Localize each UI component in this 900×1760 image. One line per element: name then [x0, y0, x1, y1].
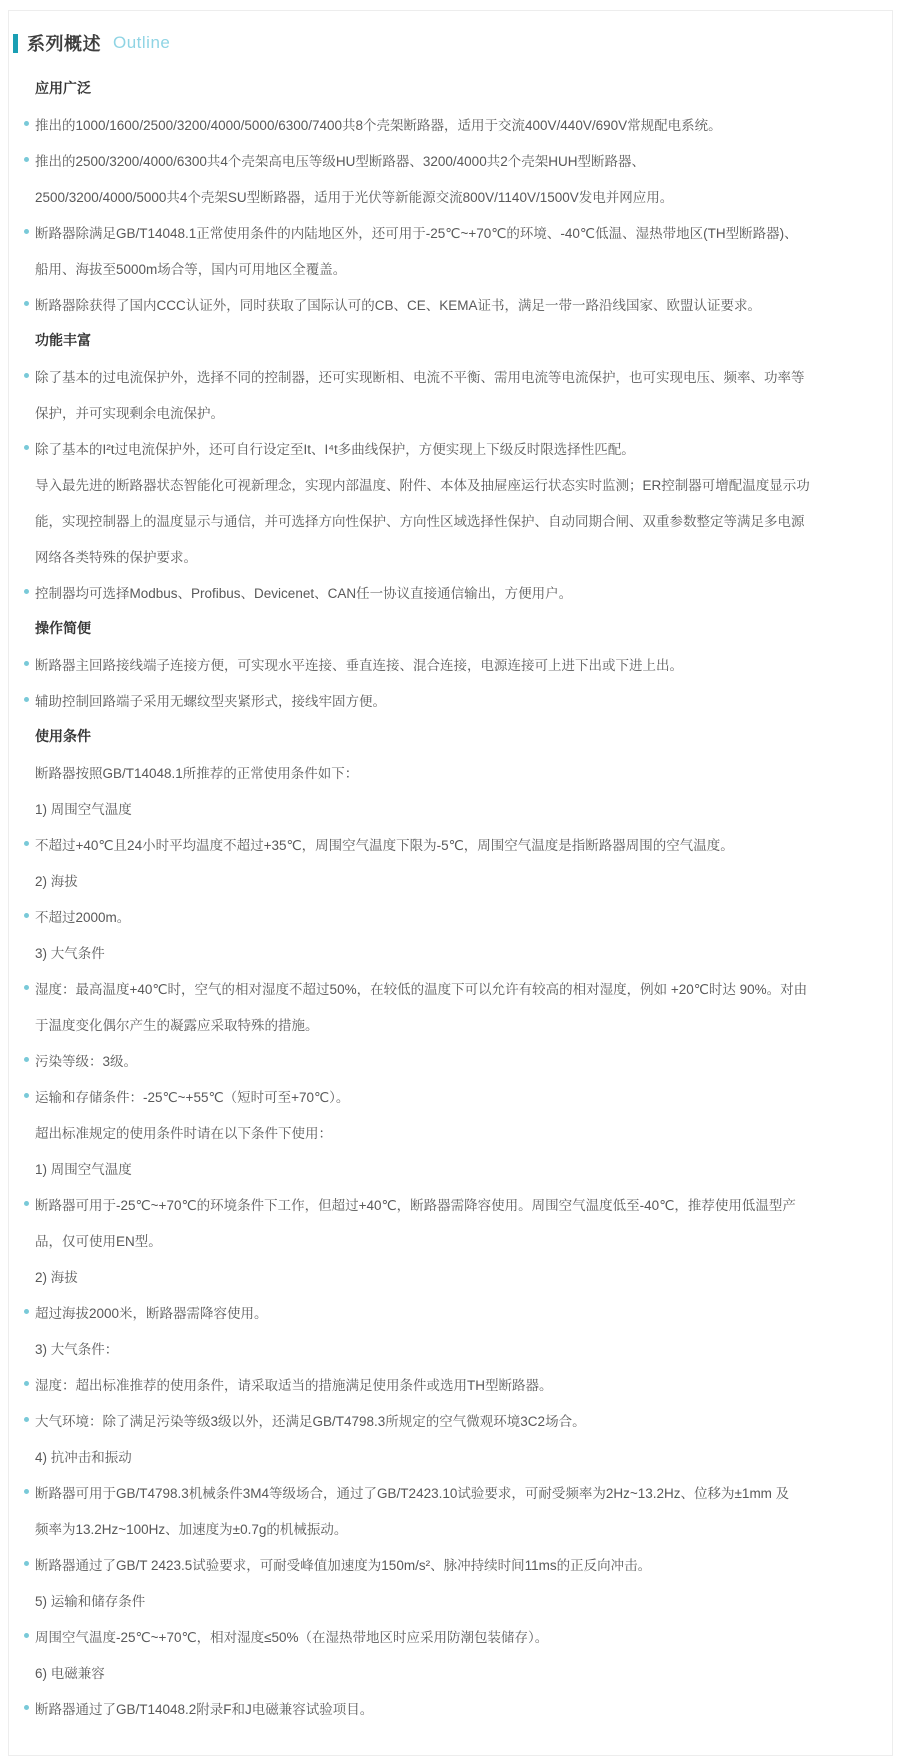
bullet-icon: [24, 1561, 29, 1566]
line-text: 周围空气温度-25℃~+70℃，相对湿度≤50%（在湿热带地区时应采用防潮包装储存）。: [35, 1630, 549, 1645]
bullet-line: [13, 574, 900, 610]
bullet-icon: [24, 913, 29, 918]
line-text: 超出标准规定的使用条件时请在以下条件下使用：: [35, 1126, 332, 1141]
bullet-icon: [24, 1057, 29, 1062]
text-line: [13, 754, 900, 790]
bullet-line: [13, 646, 900, 682]
line-text: 应用广泛: [35, 80, 91, 96]
line-text: 断路器除获得了国内CCC认证外，同时获取了国际认可的CB、CE、KEMA证书，满足一带一路沿线国家、欧盟认证要求。: [35, 298, 762, 313]
bullet-line: [13, 1618, 900, 1654]
bullet-icon: [24, 661, 29, 666]
bullet-line: [13, 1078, 900, 1114]
text-line: [13, 1006, 900, 1042]
line-text: 船用、海拔至5000m场合等，国内可用地区全覆盖。: [35, 262, 347, 277]
line-text: 湿度：超出标准推荐的使用条件，请采取适当的措施满足使用条件或选用TH型断路器。: [35, 1378, 553, 1393]
line-text: 断路器通过了GB/T14048.2附录F和J电磁兼容试验项目。: [35, 1702, 374, 1717]
section-heading: [13, 322, 900, 358]
line-text: 品，仅可使用EN型。: [35, 1234, 162, 1249]
section-heading: [13, 610, 900, 646]
line-text: 污染等级：3级。: [35, 1054, 138, 1069]
line-text: 超过海拔2000米，断路器需降容使用。: [35, 1306, 268, 1321]
text-line: [13, 1114, 900, 1150]
bullet-icon: [24, 985, 29, 990]
text-line: [13, 1150, 900, 1186]
bullet-line: [13, 1366, 900, 1402]
bullet-line: [13, 214, 900, 250]
bullet-icon: [24, 841, 29, 846]
bullet-line: [13, 1042, 900, 1078]
line-text: 断路器可用于-25℃~+70℃的环境条件下工作，但超过+40℃，断路器需降容使用。周围空气温度低至-40℃，推荐使用低温型产: [35, 1198, 796, 1213]
section-heading: [13, 718, 900, 754]
bullet-icon: [24, 1489, 29, 1494]
accent-bar-icon: [13, 34, 18, 53]
bullet-line: [13, 1186, 900, 1222]
bullet-line: [13, 826, 900, 862]
bullet-line: [13, 142, 900, 178]
line-text: 断路器除满足GB/T14048.1正常使用条件的内陆地区外，还可用于-25℃~+70℃的环境、-40℃低温、湿热带地区(TH型断路器)、: [35, 226, 798, 241]
text-line: [13, 1330, 900, 1366]
bullet-line: [13, 358, 900, 394]
line-text: 3) 大气条件：: [35, 1342, 119, 1357]
bullet-line: [13, 1546, 900, 1582]
line-text: 1) 周围空气温度: [35, 802, 132, 817]
bullet-icon: [24, 301, 29, 306]
page-title-en: Outline: [113, 33, 171, 52]
line-text: 推出的1000/1600/2500/3200/4000/5000/6300/7400共8个壳架断路器，适用于交流400V/440V/690V常规配电系统。: [35, 118, 722, 133]
line-text: 1) 周围空气温度: [35, 1162, 132, 1177]
line-text: 除了基本的I²t过电流保护外，还可自行设定至It、I⁴t多曲线保护，方便实现上下级反时限选择性匹配。: [35, 442, 635, 457]
line-text: 不超过+40℃且24小时平均温度不超过+35℃，周围空气温度下限为-5℃，周围空气温度是指断路器周围的空气温度。: [35, 838, 734, 853]
text-line: [13, 1654, 900, 1690]
line-text: 能，实现控制器上的温度显示与通信，并可选择方向性保护、方向性区域选择性保护、自动同期合闸、双重参数整定等满足多电源: [35, 514, 805, 529]
line-text: 运输和存储条件：-25℃~+55℃（短时可至+70℃）。: [35, 1090, 350, 1105]
bullet-icon: [24, 697, 29, 702]
bullet-line: [13, 430, 900, 466]
line-text: 断路器通过了GB/T 2423.5试验要求，可耐受峰值加速度为150m/s²、脉冲持续时间11ms的正反向冲击。: [35, 1558, 652, 1573]
bullet-icon: [24, 445, 29, 450]
bullet-line: [13, 898, 900, 934]
text-line: [13, 790, 900, 826]
bullet-icon: [24, 1705, 29, 1710]
line-text: 操作简便: [35, 620, 91, 636]
bullet-icon: [24, 589, 29, 594]
line-text: 断路器可用于GB/T4798.3机械条件3M4等级场合，通过了GB/T2423.10试验要求，可耐受频率为2Hz~13.2Hz、位移为±1mm 及: [35, 1486, 790, 1501]
line-text: 大气环境：除了满足污染等级3级以外，还满足GB/T4798.3所规定的空气微观环境3C2场合。: [35, 1414, 586, 1429]
bullet-line: [13, 1402, 900, 1438]
line-text: 控制器均可选择Modbus、Profibus、Devicenet、CAN任一协议直接通信输出，方便用户。: [35, 586, 573, 601]
line-text: 不超过2000m。: [35, 910, 131, 925]
bullet-line: [13, 682, 900, 718]
text-line: [13, 466, 900, 502]
line-text: 2) 海拔: [35, 1270, 78, 1285]
line-text: 导入最先进的断路器状态智能化可视新理念，实现内部温度、附件、本体及抽屉座运行状态实时监测；ER控制器可增配温度显示功: [35, 478, 810, 493]
line-text: 推出的2500/3200/4000/6300共4个壳架高电压等级HU型断路器、3200/4000共2个壳架HUH型断路器、: [35, 154, 645, 169]
line-text: 断路器按照GB/T14048.1所推荐的正常使用条件如下：: [35, 766, 359, 781]
line-text: 6) 电磁兼容: [35, 1666, 105, 1681]
text-line: [13, 1258, 900, 1294]
line-text: 使用条件: [35, 728, 91, 744]
line-text: 2) 海拔: [35, 874, 78, 889]
bullet-line: [13, 1690, 900, 1726]
bullet-icon: [24, 157, 29, 162]
text-line: [13, 1582, 900, 1618]
line-text: 网络各类特殊的保护要求。: [35, 550, 197, 565]
section-heading: [13, 70, 900, 106]
text-line: [13, 538, 900, 574]
line-text: 4) 抗冲击和振动: [35, 1450, 132, 1465]
text-line: [13, 178, 900, 214]
bullet-icon: [24, 373, 29, 378]
text-line: [13, 862, 900, 898]
page-title: [13, 30, 900, 56]
line-text: 于温度变化偶尔产生的凝露应采取特殊的措施。: [35, 1018, 319, 1033]
bullet-line: [13, 970, 900, 1006]
bullet-icon: [24, 1417, 29, 1422]
text-line: [13, 394, 900, 430]
text-line: [13, 502, 900, 538]
line-text: 湿度：最高温度+40℃时，空气的相对湿度不超过50%，在较低的温度下可以允许有较高的相对湿度，例如 +20℃时达 90%。对由: [35, 982, 808, 997]
text-line: [13, 250, 900, 286]
text-line: [13, 1510, 900, 1546]
line-text: 保护，并可实现剩余电流保护。: [35, 406, 224, 421]
bullet-icon: [24, 1093, 29, 1098]
bullet-line: [13, 1294, 900, 1330]
text-line: [13, 934, 900, 970]
content-lines: [13, 70, 900, 1726]
bullet-icon: [24, 1201, 29, 1206]
line-text: 断路器主回路接线端子连接方便，可实现水平连接、垂直连接、混合连接，电源连接可上进下出或下进上出。: [35, 658, 683, 673]
page-title-zh: 系列概述: [27, 34, 101, 54]
bullet-line: [13, 286, 900, 322]
bullet-icon: [24, 121, 29, 126]
line-text: 3) 大气条件: [35, 946, 105, 961]
bullet-line: [13, 106, 900, 142]
bullet-icon: [24, 1381, 29, 1386]
text-line: [13, 1438, 900, 1474]
bullet-icon: [24, 1633, 29, 1638]
line-text: 5) 运输和储存条件: [35, 1594, 146, 1609]
line-text: 2500/3200/4000/5000共4个壳架SU型断路器，适用于光伏等新能源交流800V/1140V/1500V发电并网应用。: [35, 190, 674, 205]
line-text: 除了基本的过电流保护外，选择不同的控制器，还可实现断相、电流不平衡、需用电流等电流保护，也可实现电压、频率、功率等: [35, 370, 805, 385]
bullet-icon: [24, 1309, 29, 1314]
bullet-icon: [24, 229, 29, 234]
text-line: [13, 1222, 900, 1258]
line-text: 功能丰富: [35, 332, 91, 348]
line-text: 辅助控制回路端子采用无螺纹型夹紧形式，接线牢固方便。: [35, 694, 386, 709]
bullet-line: [13, 1474, 900, 1510]
line-text: 频率为13.2Hz~100Hz、加速度为±0.7g的机械振动。: [35, 1522, 348, 1537]
